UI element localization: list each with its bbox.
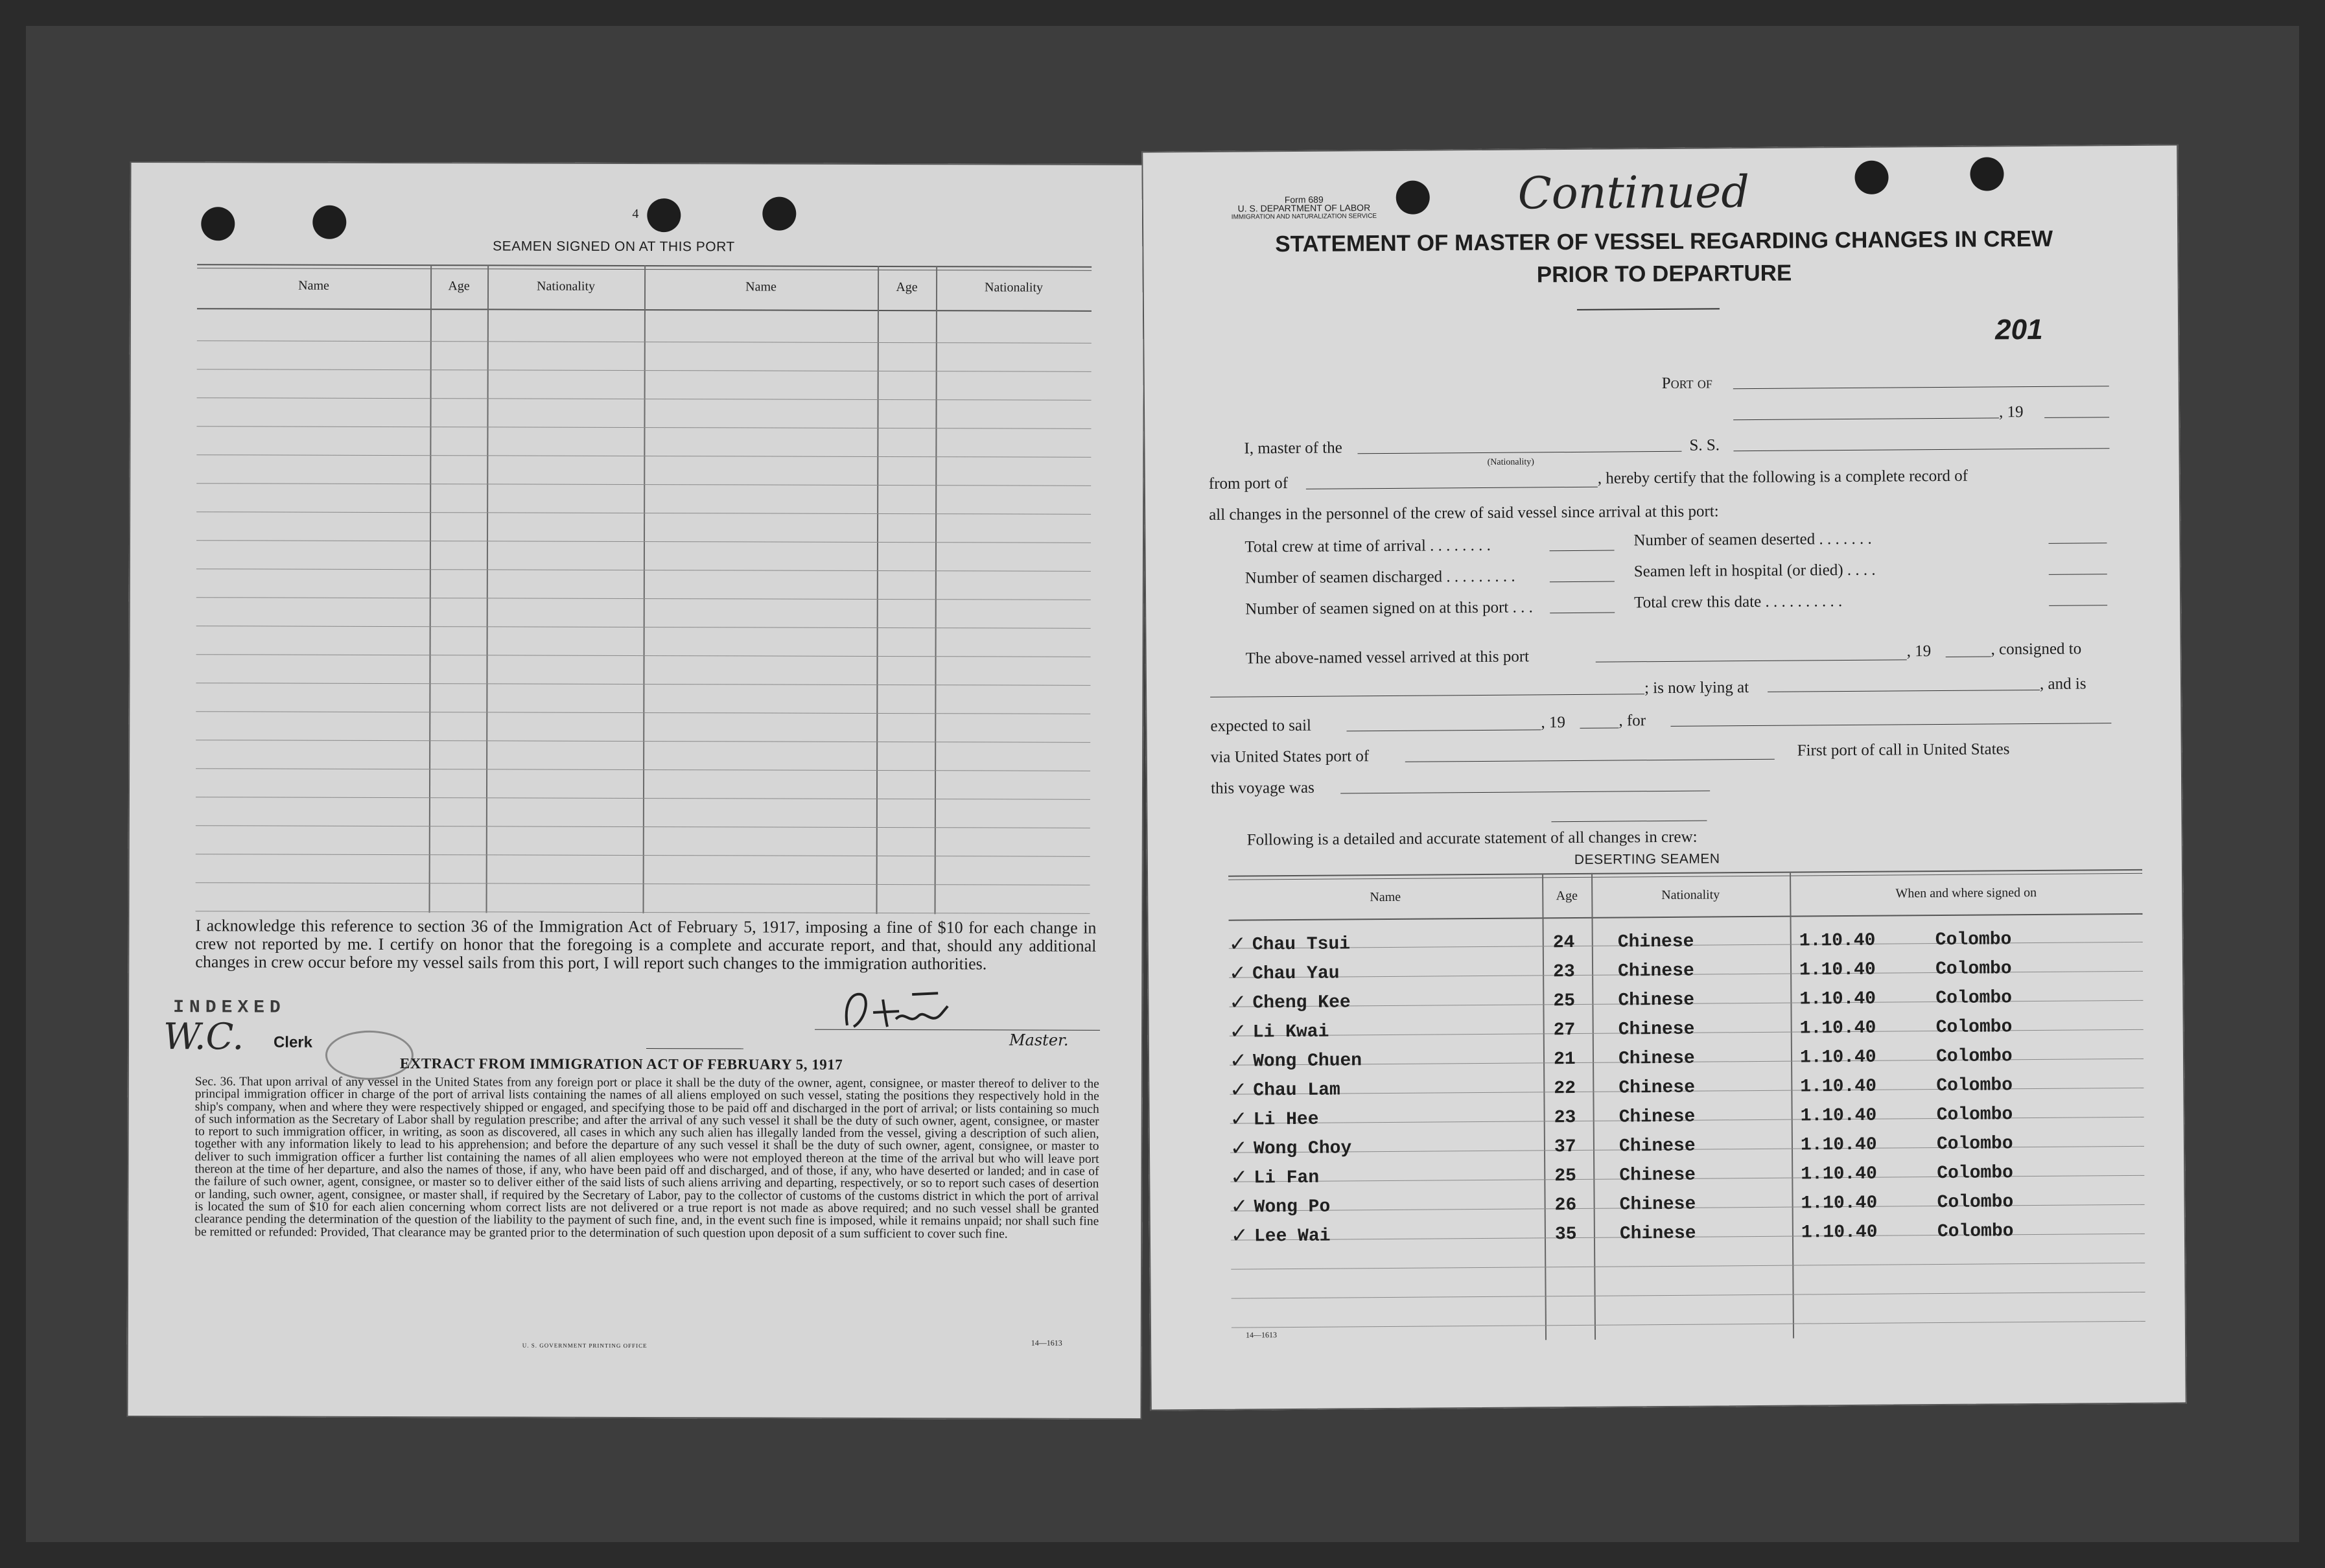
form-code: 14—1613	[1031, 1338, 1062, 1348]
col-header-name: Name	[745, 279, 777, 294]
extract-title: EXTRACT FROM IMMIGRATION ACT OF FEBRUARY 5, 1917	[399, 1055, 843, 1073]
field-total-crew-date: Total crew this date . . . . . . . . . .	[1634, 592, 1843, 612]
signed-on-date: 1.10.40	[1799, 959, 1876, 981]
crew-nationality: Chinese	[1618, 1136, 1696, 1157]
signed-on-place: Colombo	[1937, 1192, 2014, 1213]
crew-age: 25	[1554, 1165, 1577, 1187]
crew-nationality: Chinese	[1619, 1223, 1696, 1245]
punch-hole	[647, 198, 681, 232]
crew-nationality: Chinese	[1619, 1194, 1696, 1215]
check-mark: ✓	[1230, 1077, 1248, 1102]
crew-age: 22	[1554, 1078, 1576, 1099]
crew-name: Li Fan	[1254, 1167, 1320, 1189]
col-header-when-where: When and where signed on	[1895, 885, 2037, 901]
seamen-signed-on-table	[196, 264, 1092, 915]
form-code: 14—1613	[1245, 1330, 1278, 1340]
lying-label: ; is now lying at	[1644, 679, 1749, 697]
punch-hole	[312, 205, 346, 239]
crew-nationality: Chinese	[1619, 1165, 1696, 1186]
signed-on-place: Colombo	[1936, 1134, 2013, 1155]
nationality-label: (Nationality)	[1487, 457, 1534, 467]
table-row	[1230, 1188, 2144, 1220]
arrived-label: The above-named vessel arrived at this port	[1245, 648, 1530, 668]
table-row	[1230, 1071, 2144, 1103]
check-mark: ✓	[1229, 1047, 1247, 1073]
check-mark: ✓	[1229, 989, 1247, 1014]
signed-on-date: 1.10.40	[1800, 1076, 1877, 1097]
col-header-name: Name	[298, 278, 329, 293]
printer-line: U. S. GOVERNMENT PRINTING OFFICE	[522, 1342, 648, 1350]
crew-nationality: Chinese	[1618, 990, 1695, 1011]
signature-line	[646, 1048, 743, 1049]
extract-text: Sec. 36. That upon arrival of any vessel in the United States from any foreign port or place it shall be the duty of the owner, agent, consignee, or master thereof to deliver to the principal immigration officer in charge of the port of arrival lists containing the names of all aliens employed on such vessel, stating the positions they respectively hold in the ship's company, when and where they were respectively shipped or engaged, and specifying those to be paid off and discharged in the port of arrival; or lists containing so much of such information as the Secretary of Labor shall by regulation prescribe; and after the arrival of any such vessel it shall be the duty of such owner, agent, consignee, or master to report to such immigration officer, in writing, as soon as discovered, all cases in which any such alien has illegally landed from the vessel, giving a description of such alien, together with any information likely to lead to his apprehension; and before the departure of any such vessel it shall be the duty of such owner, agent, consignee, or master to deliver to such immigration officer a further list containing the names of all alien employees who were not employed thereon at the time of the arrival but who will leave port thereon at the time of her departure, and also the names of those, if any, who have been paid off and discharged, and of those, if any, who have deserted or landed; and in case of the failure of such owner, agent, consignee, or master so to deliver either of the said lists of such aliens arriving and departing, respectively, or so to report such cases of desertion or landing, such owner, agent, consignee, or master shall, if required by the Secretary of Labor, pay to the collector of customs of the customs district in which the port of arrival is located the sum of $10 for each alien concerning whom correct lists are not delivered or a true report is not made as above required; and no such vessel shall be granted clearance pending the determination of the question of the liability to the payment of such fine, and, in the event such fine is imposed, while it remains unpaid; nor shall such fine be remitted or refunded: Provided, That clearance may be granted prior to the determination of such question upon deposit of a sum sufficient to cover such fine.	[194, 1075, 1099, 1241]
table-row	[1230, 1042, 2144, 1074]
crew-name: Chau Yau	[1252, 963, 1340, 985]
signed-on-date: 1.10.40	[1801, 1222, 1878, 1243]
crew-age: 23	[1554, 1107, 1576, 1129]
form-number: Form 689	[1284, 194, 1324, 205]
expected-label: expected to sail	[1210, 716, 1312, 735]
form-header	[1220, 195, 1388, 222]
punch-hole	[1396, 181, 1430, 215]
crew-nationality: Chinese	[1618, 1048, 1695, 1070]
arrived-year: , 19	[1906, 642, 1932, 661]
signed-on-date: 1.10.40	[1800, 1105, 1877, 1127]
changes-text: all changes in the personnel of the crew of said vessel since arrival at this port:	[1209, 502, 1719, 524]
crew-nationality: Chinese	[1617, 931, 1694, 953]
col-header-nationality: Nationality	[985, 280, 1044, 295]
crew-age: 35	[1554, 1224, 1577, 1245]
from-port-label: from port of	[1208, 474, 1289, 493]
master-signature	[834, 987, 964, 1039]
table-row	[1230, 1129, 2144, 1162]
table-row	[1229, 983, 2143, 1016]
title-line-1: STATEMENT OF MASTER OF VESSEL REGARDING CHANGES IN CREW	[1275, 226, 2053, 257]
crew-age: 21	[1553, 1049, 1576, 1070]
department: U. S. DEPARTMENT OF LABOR	[1237, 202, 1371, 214]
table-row-line	[1231, 1263, 2145, 1270]
sheet-number: 201	[1995, 313, 2043, 346]
col-header-nationality: Nationality	[1661, 887, 1720, 903]
crew-age: 23	[1552, 961, 1575, 983]
crew-age: 37	[1554, 1136, 1576, 1158]
punch-hole	[1854, 161, 1888, 194]
signed-on-date: 1.10.40	[1801, 1164, 1878, 1185]
crew-nationality: Chinese	[1617, 961, 1694, 982]
crew-name: Cheng Kee	[1252, 992, 1351, 1014]
crew-name: Wong Po	[1254, 1197, 1331, 1218]
handwritten-continued: Continued	[1517, 167, 1750, 220]
crew-name: Li Kwai	[1252, 1022, 1329, 1043]
field-seamen-signed-on: Number of seamen signed on at this port . . .	[1245, 598, 1533, 618]
page-number: 4	[632, 206, 639, 222]
table-row	[1230, 1158, 2144, 1191]
first-port-label: First port of call in United States	[1797, 740, 2010, 760]
left-page	[126, 161, 1145, 1420]
punch-hole	[1970, 157, 2004, 191]
signed-on-place: Colombo	[1935, 1046, 2013, 1068]
right-page	[1141, 144, 2187, 1410]
col-header-age: Age	[1556, 888, 1578, 904]
signed-on-place: Colombo	[1936, 1105, 2013, 1126]
crew-name: Wong Choy	[1253, 1138, 1352, 1160]
signed-on-date: 1.10.40	[1801, 1193, 1878, 1214]
clerk-label: Clerk	[273, 1033, 313, 1051]
signed-on-date: 1.10.40	[1799, 1047, 1876, 1068]
title-rule	[1577, 308, 1720, 310]
crew-name: Chau Lam	[1253, 1080, 1340, 1101]
following-text: Following is a detailed and accurate statement of all changes in crew:	[1246, 828, 1698, 849]
signed-on-place: Colombo	[1935, 1017, 2013, 1038]
table-row-line	[1232, 1321, 2145, 1328]
form-title	[1239, 222, 2089, 293]
deserting-seamen-table	[1228, 869, 2145, 1342]
table-row	[1229, 954, 2143, 987]
via-label: via United States port of	[1210, 747, 1370, 766]
expected-year: , 19	[1541, 714, 1565, 732]
field-total-crew-arrival: Total crew at time of arrival . . . . . . . .	[1244, 536, 1491, 556]
table-row	[1230, 1100, 2144, 1132]
check-mark: ✓	[1230, 1106, 1248, 1131]
port-of-label: Port of	[1661, 374, 1712, 393]
signed-on-place: Colombo	[1936, 1075, 2013, 1097]
crew-age: 24	[1552, 932, 1575, 954]
master-label: Master.	[1009, 1031, 1069, 1049]
crew-age: 27	[1553, 1020, 1576, 1041]
section-title: SEAMEN SIGNED ON AT THIS PORT	[493, 239, 735, 255]
ss-label: S. S.	[1689, 436, 1720, 454]
table-row	[1229, 925, 2143, 957]
col-header-age: Age	[448, 279, 470, 294]
field-seamen-hospital: Seamen left in hospital (or died) . . . .	[1633, 561, 1876, 581]
for-label: , for	[1618, 712, 1646, 730]
crew-age: 26	[1554, 1195, 1577, 1216]
check-mark: ✓	[1228, 931, 1246, 956]
field-seamen-discharged: Number of seamen discharged . . . . . . . . .	[1244, 567, 1515, 587]
check-mark: ✓	[1230, 1164, 1248, 1189]
col-header-age: Age	[896, 280, 918, 295]
crew-nationality: Chinese	[1618, 1019, 1695, 1040]
check-mark: ✓	[1230, 1135, 1248, 1160]
crew-name: Li Hee	[1253, 1109, 1319, 1130]
crew-name: Wong Chuen	[1252, 1051, 1362, 1072]
crew-name: Lee Wai	[1254, 1226, 1331, 1247]
crew-nationality: Chinese	[1618, 1106, 1696, 1128]
signed-on-place: Colombo	[1937, 1221, 2014, 1243]
signed-on-date: 1.10.40	[1800, 1134, 1877, 1156]
field-seamen-deserted: Number of seamen deserted . . . . . . .	[1633, 530, 1872, 550]
deserting-title: DESERTING SEAMEN	[1574, 851, 1720, 867]
punch-hole	[201, 207, 235, 240]
signed-on-place: Colombo	[1935, 988, 2013, 1009]
signed-on-date: 1.10.40	[1799, 989, 1876, 1010]
col-header-nationality: Nationality	[537, 279, 596, 294]
check-mark: ✓	[1229, 1018, 1247, 1044]
crew-name: Chau Tsui	[1252, 934, 1351, 955]
crew-age: 25	[1553, 990, 1576, 1012]
signed-on-place: Colombo	[1937, 1163, 2014, 1184]
certify-text: , hereby certify that the following is a complete record of	[1597, 467, 1969, 487]
acknowledgement-text: I acknowledge this reference to section 36 of the Immigration Act of February 5, 1917, imposing a fine of $10 for each change in crew not reported by me. I certify on honor that the foregoing is a complete and accurate report, and that, should any additional changes in crew occur before my vessel sails from this port, I will report such changes to the immigration authorities.	[195, 916, 1097, 974]
table-row-line	[1232, 1292, 2145, 1299]
check-mark: ✓	[1228, 960, 1247, 985]
punch-hole	[762, 197, 796, 231]
check-mark: ✓	[1230, 1223, 1248, 1248]
crew-nationality: Chinese	[1618, 1077, 1696, 1099]
indexed-stamp: INDEXED	[173, 998, 286, 1018]
clerk-initials: W.C.	[163, 1016, 244, 1059]
signed-on-date: 1.10.40	[1799, 1018, 1876, 1039]
signed-on-date: 1.10.40	[1799, 930, 1876, 952]
table-row	[1231, 1217, 2145, 1249]
title-line-2: PRIOR TO DEPARTURE	[1536, 260, 1792, 288]
signed-on-place: Colombo	[1935, 930, 2012, 951]
signed-on-place: Colombo	[1935, 959, 2012, 980]
col-header-name: Name	[1370, 889, 1401, 905]
service: IMMIGRATION AND NATURALIZATION SERVICE	[1231, 213, 1377, 221]
consigned-label: , consigned to	[1991, 640, 2082, 659]
year-label: , 19	[1998, 403, 2024, 421]
and-is-label: , and is	[2039, 675, 2086, 693]
check-mark: ✓	[1230, 1193, 1248, 1219]
master-of-label: I, master of the	[1244, 439, 1342, 458]
voyage-label: this voyage was	[1211, 778, 1314, 797]
table-row	[1230, 1012, 2144, 1045]
